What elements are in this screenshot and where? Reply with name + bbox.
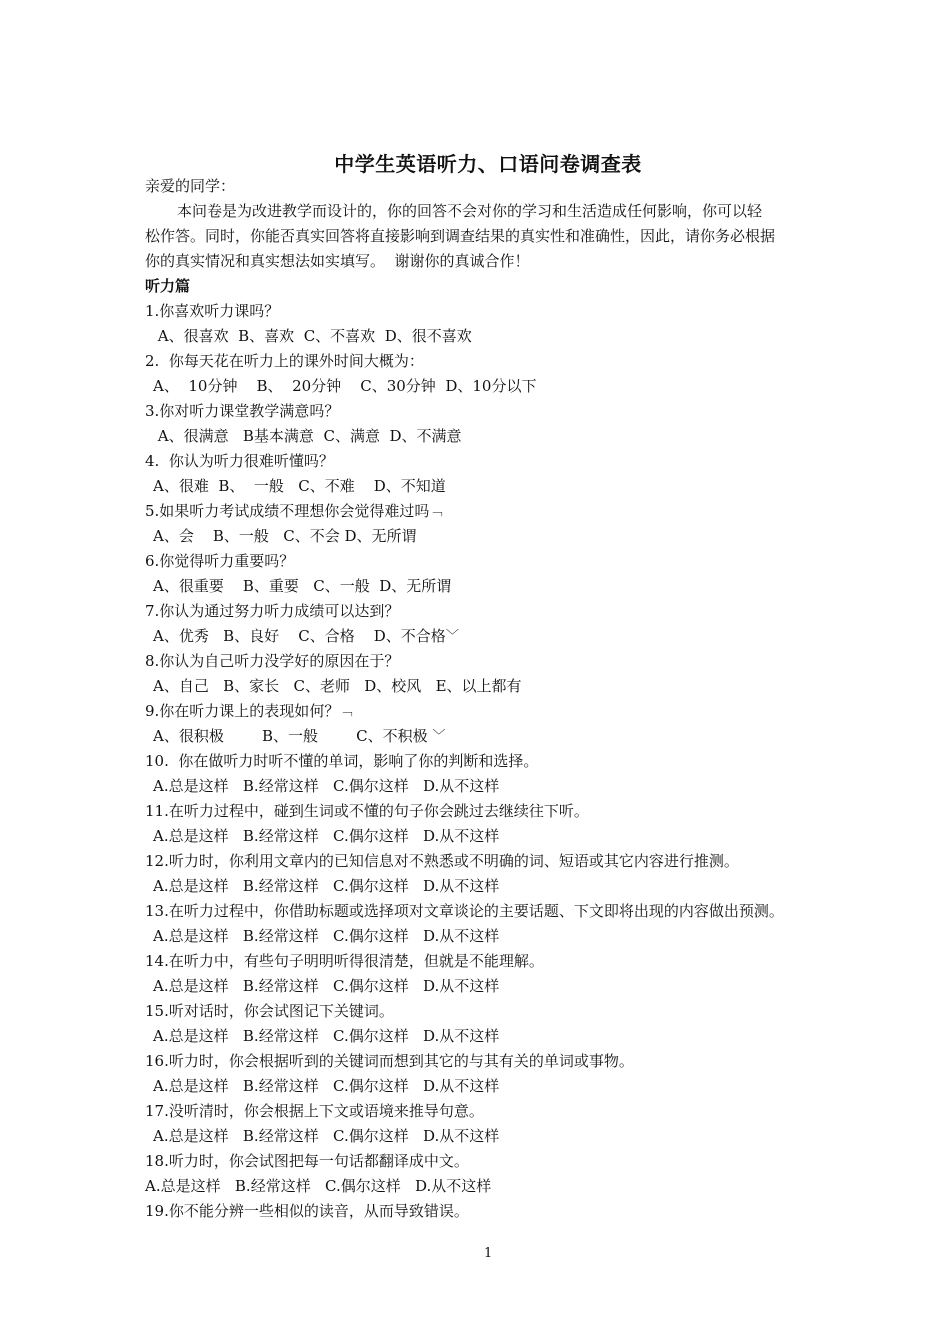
edit-mark: ﹀ [432,729,446,744]
question-12-options [145,874,845,899]
question-text: 15.听对话时，你会试图记下关键词。 [145,1002,394,1020]
options-text: A、很喜欢 B、喜欢 C、不喜欢 D、很不喜欢 [153,327,472,345]
question-5 [145,499,845,524]
question-text: 10. 你在做听力时听不懂的单词，影响了你的判断和选择。 [145,752,539,770]
question-16-options [145,1074,845,1099]
greeting: 亲爱的同学： [145,177,236,195]
options-text: A、 10分钟 B、 20分钟 C、30分钟 D、10分以下 [153,377,537,395]
question-13 [145,899,845,924]
question-13-options [145,924,845,949]
section-title: 听力篇 [145,277,191,295]
question-6 [145,549,845,574]
question-8-options [145,674,845,699]
edit-mark: ﹁ [429,504,443,519]
question-8 [145,649,845,674]
options-text: A、会 B、一般 C、不会 D、无所谓 [153,527,417,545]
question-5-options [145,524,845,549]
question-16 [145,1049,845,1074]
question-15 [145,999,845,1024]
options-text: A、很重要 B、重要 C、一般 D、无所谓 [153,577,452,595]
question-11-options [145,824,845,849]
question-1-options [145,324,845,349]
question-6-options [145,574,845,599]
options-text: A.总是这样 B.经常这样 C.偶尔这样 D.从不这样 [153,777,500,795]
question-text: 6.你觉得听力重要吗？ [145,552,295,570]
question-10 [145,749,845,774]
question-1 [145,299,845,324]
question-12 [145,849,845,874]
intro-line-1: 本问卷是为改进教学而设计的，你的回答不会对你的学习和生活造成任何影响，你可以轻 [177,202,763,220]
question-4 [145,449,845,474]
intro-line-3: 你的真实情况和真实想法如实填写。 谢谢你的真诚合作！ [145,252,530,270]
question-7-options [145,624,845,649]
question-text: 17.没听清时，你会根据上下文或语境来推导句意。 [145,1102,484,1120]
edit-mark: ﹀ [445,629,459,644]
question-2-options [145,374,845,399]
options-text: A.总是这样 B.经常这样 C.偶尔这样 D.从不这样 [153,1127,500,1145]
question-text: 12.听力时，你利用文章内的已知信息对不熟悉或不明确的词、短语或其它内容进行推测。 [145,852,739,870]
options-text: A.总是这样 B.经常这样 C.偶尔这样 D.从不这样 [153,927,500,945]
question-11 [145,799,845,824]
question-text: 16.听力时，你会根据听到的关键词而想到其它的与其有关的单词或事物。 [145,1052,634,1070]
question-17-options [145,1124,845,1149]
options-text: A、很积极 B、一般 C、不积极 [153,727,433,745]
question-text: 3.你对听力课堂教学满意吗？ [145,402,340,420]
question-text: 11.在听力过程中，碰到生词或不懂的句子你会跳过去继续往下听。 [145,802,589,820]
question-9 [145,699,845,724]
question-14 [145,949,845,974]
question-text: 18.听力时，你会试图把每一句话都翻译成中文。 [145,1152,469,1170]
document-body [145,174,845,1224]
options-text: A.总是这样 B.经常这样 C.偶尔这样 D.从不这样 [153,827,500,845]
options-text: A.总是这样 B.经常这样 C.偶尔这样 D.从不这样 [153,977,500,995]
question-15-options [145,1024,845,1049]
question-9-options [145,724,845,749]
question-list [145,299,845,1224]
question-18-options [145,1174,845,1199]
intro-line-2: 松作答。同时，你能否真实回答将直接影响到调查结果的真实性和准确性，因此，请你务必根据 [145,227,776,245]
question-text: 5.如果听力考试成绩不理想你会觉得难过吗 [145,502,430,520]
question-3 [145,399,845,424]
question-2 [145,349,845,374]
options-text: A.总是这样 B.经常这样 C.偶尔这样 D.从不这样 [153,877,500,895]
question-7 [145,599,845,624]
options-text: A、自己 B、家长 C、老师 D、校风 E、以上都有 [153,677,522,695]
options-text: A、很难 B、 一般 C、不难 D、不知道 [153,477,446,495]
question-18 [145,1149,845,1174]
options-text: A、优秀 B、良好 C、合格 D、不合格 [153,627,446,645]
question-text: 4. 你认为听力很难听懂吗？ [145,452,334,470]
options-text: A.总是这样 B.经常这样 C.偶尔这样 D.从不这样 [153,1077,500,1095]
page-number: 1 [484,1246,493,1261]
edit-mark: ﹁ [339,704,353,719]
question-text: 7.你认为通过努力听力成绩可以达到？ [145,602,400,620]
document-title: 中学生英语听力、口语问卷调查表 [334,152,642,176]
options-text: A.总是这样 B.经常这样 C.偶尔这样 D.从不这样 [153,1027,500,1045]
question-text: 9.你在听力课上的表现如何？ [145,702,340,720]
question-text: 2. 你每天花在听力上的课外时间大概为： [145,352,424,370]
question-text: 1.你喜欢听力课吗？ [145,302,280,320]
question-text: 14.在听力中，有些句子明明听得很清楚，但就是不能理解。 [145,952,544,970]
options-text: A、很满意 B基本满意 C、满意 D、不满意 [153,427,462,445]
question-text: 8.你认为自己听力没学好的原因在于？ [145,652,400,670]
options-text: A.总是这样 B.经常这样 C.偶尔这样 D.从不这样 [145,1177,492,1195]
question-10-options [145,774,845,799]
question-14-options [145,974,845,999]
question-text: 13.在听力过程中，你借助标题或选择项对文章谈论的主要话题、下文即将出现的内容做出预测。 [145,902,784,920]
question-17 [145,1099,845,1124]
question-19 [145,1199,845,1224]
question-4-options [145,474,845,499]
question-text: 19.你不能分辨一些相似的读音，从而导致错误。 [145,1202,469,1220]
question-3-options [145,424,845,449]
